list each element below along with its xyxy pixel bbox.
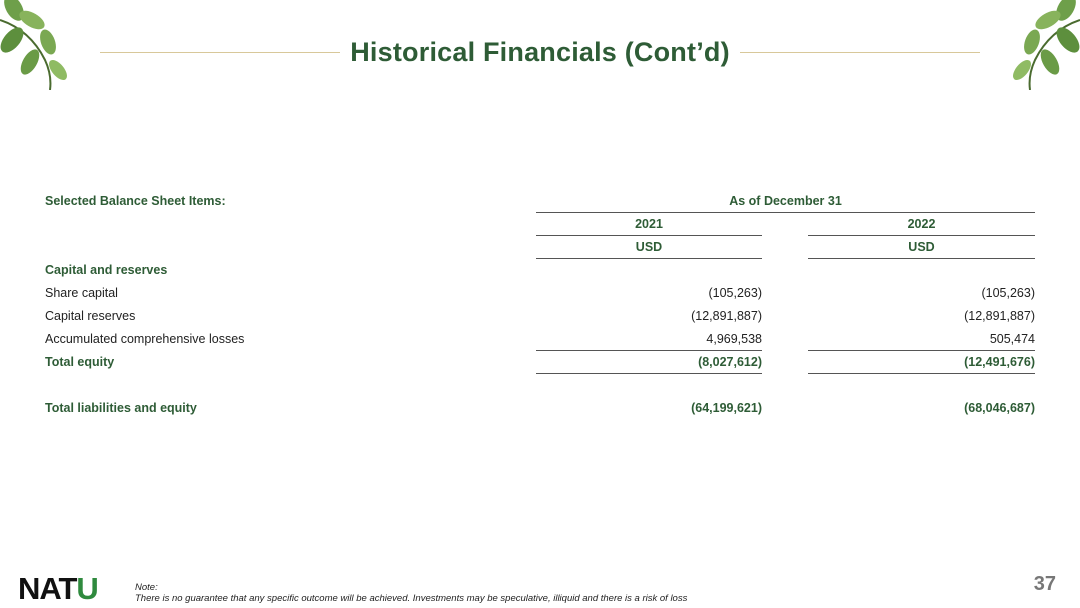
- total-equity-2022: (12,491,676): [964, 355, 1035, 369]
- leaf-decoration-right-icon: [1000, 0, 1080, 90]
- year-header-row: [45, 213, 1035, 236]
- value-2022: 505,474: [989, 332, 1035, 346]
- total-equity-row: [45, 351, 1035, 374]
- note-label: Note:: [135, 582, 158, 593]
- currency-header-row: [45, 236, 1035, 259]
- table-row: [45, 305, 1035, 328]
- total-liabilities-label: Total liabilities and equity: [45, 401, 197, 415]
- logo-main: NAT: [18, 571, 77, 606]
- total-liabilities-2022: (68,046,687): [964, 401, 1035, 415]
- table-header-row: [45, 190, 1035, 213]
- logo-accent: U: [76, 571, 98, 606]
- title-rule-right: [740, 52, 980, 53]
- total-liabilities-2021: (64,199,621): [691, 401, 762, 415]
- value-2021: 4,969,538: [706, 332, 762, 346]
- group-row: [45, 259, 1035, 282]
- leaf-decoration-left-icon: [0, 0, 80, 90]
- natu-logo: [18, 571, 98, 607]
- table-row: [45, 282, 1035, 305]
- page-title: Historical Financials (Cont’d): [350, 36, 730, 67]
- balance-sheet-table: [45, 190, 1035, 420]
- total-equity-label: Total equity: [45, 355, 115, 369]
- spacer-row: [45, 374, 1035, 397]
- total-equity-2021: (8,027,612): [698, 355, 762, 369]
- note-text: There is no guarantee that any specific outcome will be achieved. Investments may be speculative, illiquid and there is a risk of loss: [135, 593, 688, 604]
- period-header: As of December 31: [729, 194, 842, 208]
- section-label: Selected Balance Sheet Items:: [45, 194, 226, 208]
- row-label: Capital reserves: [45, 309, 136, 323]
- currency-2021: USD: [635, 240, 663, 254]
- value-2022: (105,263): [981, 286, 1035, 300]
- table-row: [45, 328, 1035, 351]
- year-2021: 2021: [635, 217, 663, 231]
- value-2021: (105,263): [708, 286, 762, 300]
- currency-2022: USD: [908, 240, 935, 254]
- value-2021: (12,891,887): [691, 309, 762, 323]
- title-rule-left: [100, 52, 340, 53]
- row-label: Accumulated comprehensive losses: [45, 332, 245, 346]
- total-liabilities-row: [45, 397, 1035, 420]
- title-row: [100, 34, 980, 70]
- page-number: 37: [1033, 573, 1056, 595]
- value-2022: (12,891,887): [964, 309, 1035, 323]
- row-label: Share capital: [45, 286, 118, 300]
- year-2022: 2022: [907, 217, 936, 231]
- group-label: Capital and reserves: [45, 263, 168, 277]
